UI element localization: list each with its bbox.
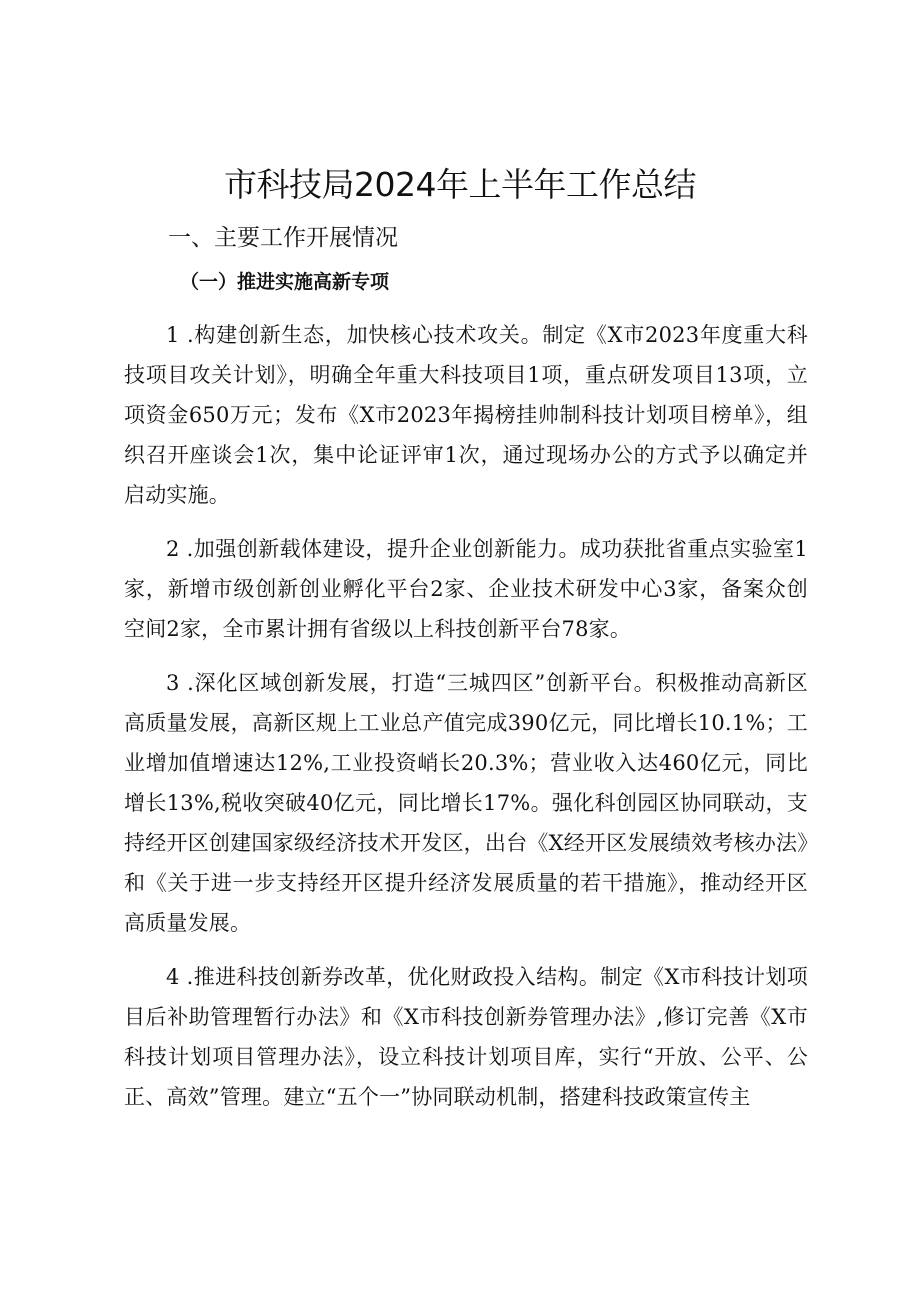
paragraph-1: 1 .构建创新生态，加快核心技术攻关。制定《X市2023年度重大科技项目攻关计划》，明确全年重大科技项目1项，重点研发项目13项，立项资金650万元；发布《X市2023年揭榜挂帅制科技计划项目榜单》，组织召开座谈会1次，集中论证评审1次，通过现场办公的方式予以确定并启动实施。 — [124, 323, 808, 507]
paragraph-3: 3 .深化区域创新发展，打造“三城四区”创新平台。积极推动高新区高质量发展，高新区规上工业总产值完成390亿元，同比增长10.1%；工业增加值增速达12%,工业投资峭长20.3%；营业收入达460亿元，同比增长13%,税收突破40亿元，同比增长17%。强化科创园区协同联动，支持经开区创建国家级经济技术开发区，出台《X经开区发展绩效考核办法》和《关于进一步支持经开区提升经济发展质量的若干措施》，推动经开区高质量发展。 — [124, 671, 808, 935]
document-title: 市科技局2024年上半年工作总结 — [224, 165, 696, 204]
subsection-heading: （一）推进实施高新专项 — [180, 271, 390, 293]
paragraph-2: 2 .加强创新载体建设，提升企业创新能力。成功获批省重点实验室1家，新增市级创新创业孵化平台2家、企业技术研发中心3家，备案众创空间2家，全市累计拥有省级以上科技创新平台78家。 — [124, 537, 808, 641]
paragraph-4: 4 .推进科技创新券改革，优化财政投入结构。制定《X市科技计划项目后补助管理暂行办法》和《X市科技创新券管理办法》,修订完善《X市科技计划项目管理办法》，设立科技计划项目库，实行“开放、公平、公正、高效”管理。建立“五个一”协同联动机制，搭建科技政策宣传主 — [124, 965, 808, 1109]
document-body — [124, 315, 808, 1131]
section-heading: 一、主要工作开展情况 — [168, 225, 398, 251]
